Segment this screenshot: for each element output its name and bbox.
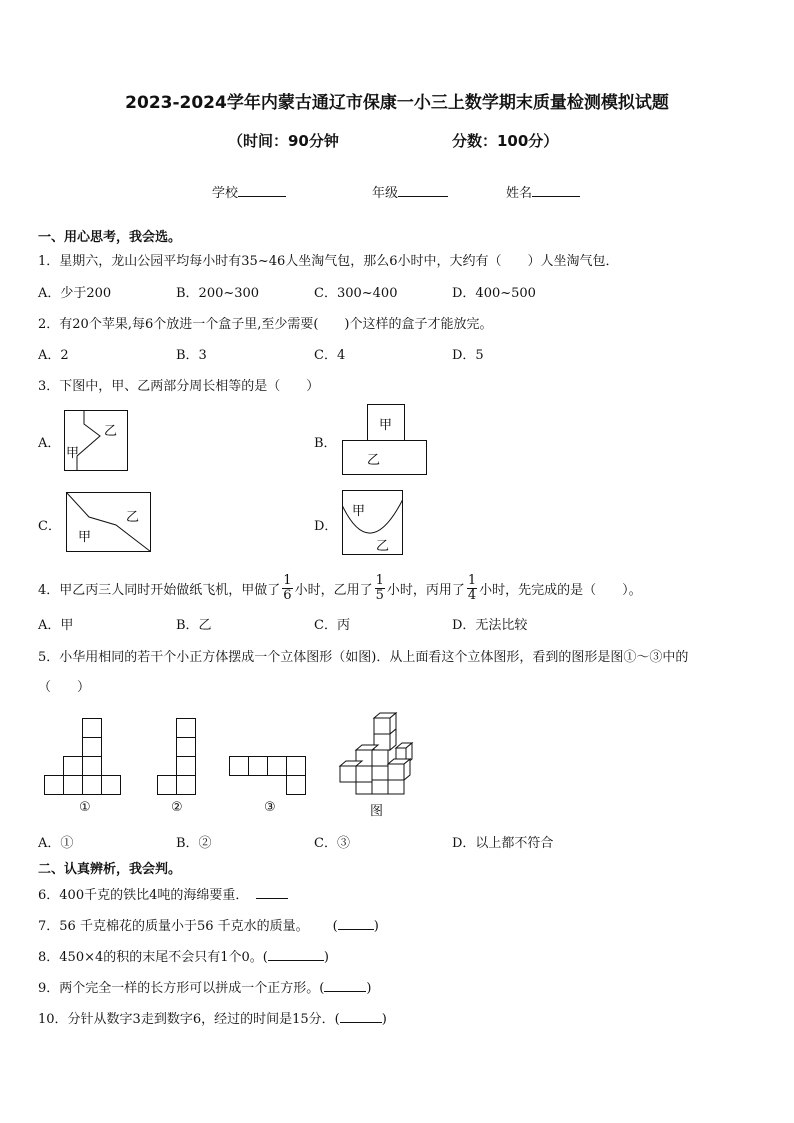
q4-part2: 小时，乙用了: [294, 582, 373, 598]
q3-option-c[interactable]: C．: [38, 519, 61, 534]
q6-answer-blank[interactable]: [256, 898, 288, 899]
q1-option-a[interactable]: A．少于200: [38, 286, 112, 301]
question-1: 1．星期六，龙山公园平均每小时有35~46人坐淘气包，那么6小时中，大约有（ ）人坐淘气包．: [38, 254, 619, 269]
q5-figure-3: [229, 756, 307, 796]
q3-option-d[interactable]: D．: [314, 519, 338, 534]
q3-option-b[interactable]: B．: [314, 436, 337, 451]
q5-figure-2-label: ②: [171, 800, 183, 815]
name-blank[interactable]: [532, 196, 580, 197]
q7-text: 7．56 千克棉花的质量小于56 千克水的质量。: [38, 919, 309, 934]
section-heading-2: 二、认真辨析，我会判。: [38, 862, 182, 877]
q1-option-c[interactable]: C．300~400: [314, 286, 398, 301]
q4-part1: 4．甲乙丙三人同时开始做纸飞机，甲做了: [38, 582, 281, 598]
q2-option-c[interactable]: C．4: [314, 348, 346, 363]
question-3: 3．下图中，甲、乙两部分周长相等的是（ ）: [38, 379, 320, 394]
q4-part4: 小时，先完成的是（ ）。: [479, 582, 642, 598]
name-field: [506, 182, 580, 201]
q9-answer-blank[interactable]: [324, 991, 366, 992]
q4-option-d[interactable]: D．无法比较: [452, 618, 528, 633]
q8-answer-blank[interactable]: [268, 960, 324, 961]
q5-figure-1-label: ①: [79, 800, 91, 815]
q4-option-c[interactable]: C．丙: [314, 618, 350, 633]
q4-f2-num: 1: [375, 572, 384, 588]
q3-a-yi-label: 乙: [104, 424, 118, 439]
question-9: 9．两个完全一样的长方形可以拼成一个正方形。( ): [38, 981, 372, 996]
exam-score: 分数：100分）: [452, 132, 559, 150]
question-5-line2: （ ）: [38, 680, 91, 695]
q4-part3: 小时，丙用了: [386, 582, 465, 598]
q3-c-jia-label: 甲: [78, 530, 92, 545]
question-6: [38, 884, 288, 903]
q4-f1-den: 6: [283, 587, 292, 603]
q6-text: 6．400千克的铁比4吨的海绵要重．: [38, 888, 249, 903]
q10-answer-blank[interactable]: [340, 1022, 382, 1023]
exam-time: （时间：90分钟: [228, 132, 339, 150]
q5-figure-2: [157, 718, 197, 796]
q3-b-jia-label: 甲: [379, 418, 393, 433]
q7-answer-blank[interactable]: [338, 929, 374, 930]
school-field: [212, 182, 286, 201]
question-2: 2．有20个苹果,每6个放进一个盒子里,至少需要( )个这样的盒子才能放完。: [38, 317, 493, 332]
q5-figure-3-label: ③: [264, 800, 276, 815]
grade-label: 年级: [372, 186, 399, 201]
q5-option-a[interactable]: A．①: [38, 836, 74, 851]
q3-d-jia-label: 甲: [352, 504, 366, 519]
q4-fraction-2: [375, 574, 385, 603]
q3-c-yi-label: 乙: [126, 510, 140, 525]
q4-option-b[interactable]: B．乙: [176, 618, 212, 633]
q3-figure-a: [64, 408, 130, 472]
school-label: 学校: [212, 186, 239, 201]
q4-f3-den: 4: [467, 587, 477, 603]
q2-option-a[interactable]: A．2: [38, 348, 69, 363]
q3-figure-b: [342, 404, 432, 476]
q1-option-b[interactable]: B．200~300: [176, 286, 260, 301]
q9-text: 9．两个完全一样的长方形可以拼成一个正方形。(: [38, 981, 325, 996]
q4-f3-num: 1: [467, 572, 477, 588]
question-10: 10．分针从数字3走到数字6，经过的时间是15分．( ): [38, 1012, 387, 1027]
q5-option-d[interactable]: D．以上都不符合: [452, 836, 554, 851]
school-blank[interactable]: [238, 196, 286, 197]
q4-fraction-3: [467, 574, 477, 603]
q5-3d-figure: [338, 712, 414, 796]
q10-text: 10．分针从数字3走到数字6，经过的时间是15分．(: [38, 1012, 340, 1027]
q5-3d-figure-label: 图: [370, 804, 384, 819]
grade-field: [372, 182, 448, 201]
page-title: 2023-2024学年内蒙古通辽市保康一小三上数学期末质量检测模拟试题: [125, 93, 669, 113]
name-label: 姓名: [506, 186, 533, 201]
q3-b-yi-label: 乙: [367, 453, 381, 468]
question-8: 8．450×4的积的末尾不会只有1个0。( ): [38, 950, 329, 965]
q2-option-d[interactable]: D．5: [452, 348, 484, 363]
q3-figure-c: [64, 490, 154, 554]
q3-d-yi-label: 乙: [376, 539, 390, 554]
question-5-line1: 5．小华用相同的若干个小正方体摆成一个立体图形（如图)．从上面看这个立体图形，看到的图形是图①～③中的: [38, 650, 689, 665]
q5-figure-1: [44, 718, 122, 796]
q5-option-b[interactable]: B．②: [176, 836, 212, 851]
q8-text: 8．450×4的积的末尾不会只有1个0。(: [38, 950, 268, 965]
q4-fraction-1: [282, 574, 292, 603]
question-7: 7．56 千克棉花的质量小于56 千克水的质量。 ( ): [38, 919, 379, 934]
q3-a-jia-label: 甲: [66, 446, 80, 461]
question-4: [38, 568, 642, 608]
q4-f1-num: 1: [283, 572, 292, 588]
section-heading-1: 一、用心思考，我会选。: [38, 230, 182, 245]
q3-option-a[interactable]: A．: [38, 436, 61, 451]
q3-figure-d: [340, 488, 406, 558]
q1-option-d[interactable]: D．400~500: [452, 286, 536, 301]
q5-option-c[interactable]: C．③: [314, 836, 350, 851]
q4-option-a[interactable]: A．甲: [38, 618, 74, 633]
grade-blank[interactable]: [398, 196, 448, 197]
q4-f2-den: 5: [375, 587, 384, 603]
q2-option-b[interactable]: B．3: [176, 348, 207, 363]
